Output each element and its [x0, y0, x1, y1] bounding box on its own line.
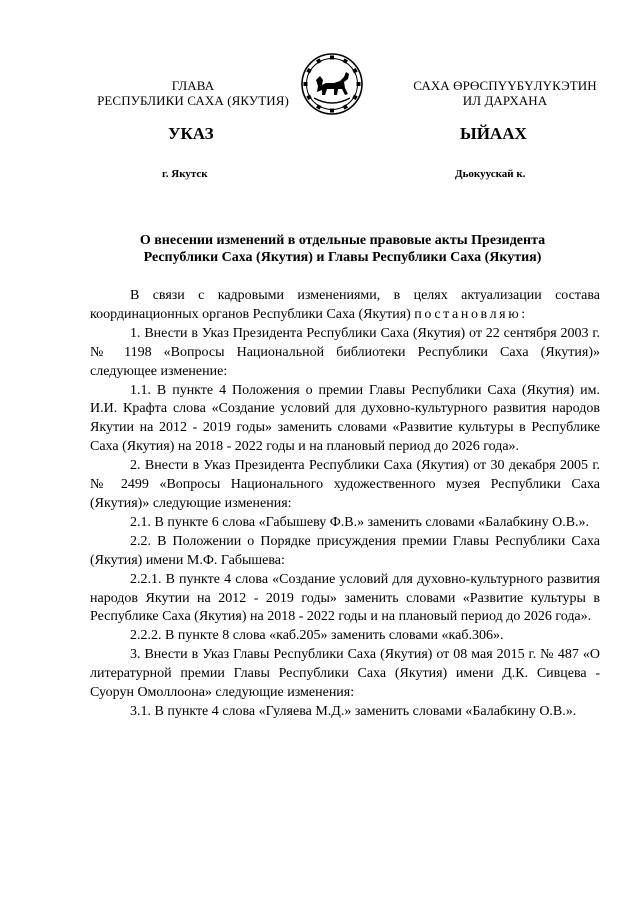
- paragraph-2-2-1: 2.2.1. В пункте 4 слова «Создание условий для духовно-культурного развития народов Якутии на 2012 - 2019 годы» заменить словами «Развитие культуры в Республике Саха (Якутия) на 2018 - 2022 годы и на плановый период до 2026 года».: [90, 571, 600, 625]
- doc-type-ru: УКАЗ: [168, 124, 214, 143]
- place-sah: Дьокуускай к.: [455, 168, 526, 180]
- title-line2: Республики Саха (Якутия) и Главы Республики Саха (Якутия): [143, 250, 542, 265]
- intro-resolve: постановляю:: [414, 306, 528, 322]
- header-left-block: [78, 78, 308, 108]
- doc-type-sah: ЫЙААХ: [460, 124, 527, 143]
- header-right-line1: САХА ӨРӨСПҮҮБҮЛҮКЭТИН: [413, 78, 597, 93]
- paragraph-2-1: 2.1. В пункте 6 слова «Габышеву Ф.В.» заменить словами «Балабкину О.В.».: [130, 514, 590, 530]
- coat-of-arms-emblem: [300, 52, 364, 116]
- paragraph-1: 1. Внести в Указ Президента Республики Саха (Якутия) от 22 сентября 2003 г. № 1198 «Вопросы Национальной библиотеки Республики Саха (Якутия)» следующее изменение:: [90, 325, 600, 379]
- header-right-line2: ИЛ ДАРХАНА: [462, 93, 548, 108]
- document-body: [90, 287, 600, 722]
- paragraph-2: 2. Внести в Указ Президента Республики Саха (Якутия) от 30 декабря 2005 г. № 2499 «Вопросы Национального художественного музея Республики Саха (Якутия)» следующие изменения:: [90, 458, 600, 511]
- intro-paragraph: [90, 287, 600, 325]
- header-left-line2: РЕСПУБЛИКИ САХА (ЯКУТИЯ): [97, 93, 289, 108]
- paragraph-2-2-2: 2.2.2. В пункте 8 слова «каб.205» заменить словами «каб.306».: [130, 628, 504, 644]
- header-left-line1: ГЛАВА: [171, 78, 215, 93]
- title-line1: О внесении изменений в отдельные правовые акты Президента: [139, 233, 546, 248]
- paragraph-1-1: 1.1. В пункте 4 Положения о премии Главы Республики Саха (Якутия) им. И.И. Крафта слова «Создание условий для духовно-культурного развития народов Якутии на 2012 - 2019 годы» заменить словами «Развитие культуры в Республике Саха (Якутия) на 2018 - 2022 годы и на плановый период до 2026 года».: [90, 382, 600, 455]
- paragraph-2-2: 2.2. В Положении о Порядке присуждения премии Главы Республики Саха (Якутия) имени М.Ф. Габышева:: [90, 533, 600, 568]
- document-title: [60, 232, 625, 266]
- header-right-block: [385, 78, 625, 108]
- paragraph-3-1: 3.1. В пункте 4 слова «Гуляева М.Д.» заменить словами «Балабкину О.В.».: [130, 703, 577, 719]
- place-ru: г. Якутск: [162, 168, 208, 180]
- intro-text: В связи с кадровыми изменениями, в целях актуализации состава координационных органов Республики Саха (Якутия): [90, 288, 600, 322]
- emblem-icon: [300, 52, 364, 116]
- paragraph-3: 3. Внести в Указ Главы Республики Саха (Якутия) от 08 мая 2015 г. № 487 «О литературной премии Главы Республики Саха (Якутия) имени Д.К. Сивцева - Суорун Омоллоона» следующие изменения:: [90, 647, 600, 701]
